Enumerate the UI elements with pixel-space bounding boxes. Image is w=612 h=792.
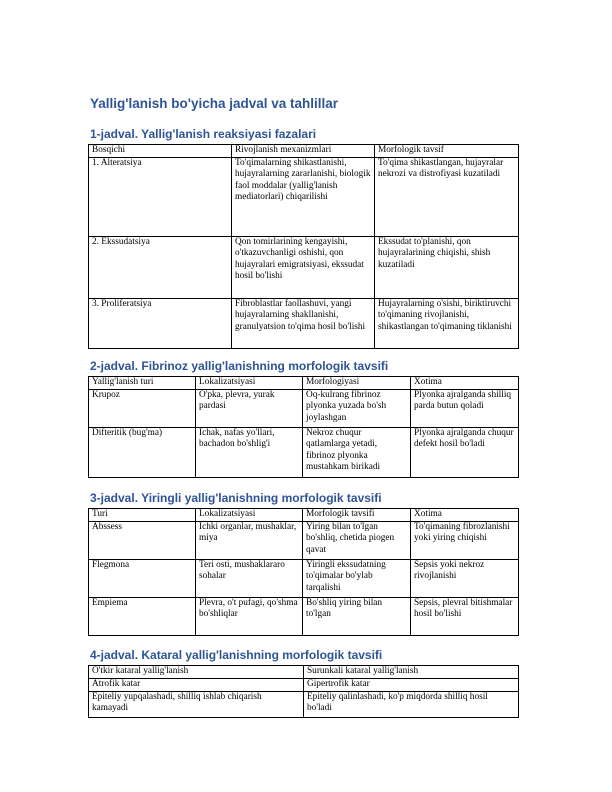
table3 [88,508,519,636]
table-row [89,428,519,478]
table-row [89,158,519,237]
table4-header-row [89,666,519,679]
table-cell: Plyonka ajralganda shilliq parda butun qoladi [411,390,519,428]
table-cell: To'qimaning fibrozlanishi yoki yiring chiqishi [411,522,519,560]
table-cell: To'qimalarning shikastlanishi, hujayralarning zararlanishi, biologik faol moddalar (yallig'lanish mediatorlari) chiqarilishi [232,158,375,237]
table-cell: Qon tomirlarining kengayishi, o'tkazuvchanligi oshishi, qon hujayralari emigratsiyasi, ekssudat hosil bo'lishi [232,237,375,299]
table-row [89,299,519,349]
table-cell: Ichak, nafas yo'llari, bachadon bo'shlig'i [196,428,303,478]
table-cell: Yiring bilan to'lgan bo'shliq, chetida piogen qavat [303,522,411,560]
table-cell: Empiema [89,598,196,636]
table-row [89,522,519,560]
table-row [89,679,519,692]
table-cell: Epiteliy yupqalashadi, shilliq ishlab chiqarish kamayadi [89,692,304,718]
table-cell: Ichki organlar, mushaklar, miya [196,522,303,560]
table1-caption: 1-jadval. Yallig'lanish reaksiyasi fazalari [90,127,317,141]
table-cell: Gipertrofik katar [304,679,519,692]
table-cell: Oq-kulrang fibrinoz plyonka yuzada bo'sh joylashgan [303,390,411,428]
table-cell: To'qima shikastlangan, hujayralar nekrozi va distrofiyasi kuzatiladi [375,158,519,237]
table2 [88,376,519,478]
table2-header-cell: Yallig'lanish turi [89,377,196,390]
table-row [89,598,519,636]
table-cell: Bo'shliq yiring bilan to'lgan [303,598,411,636]
table-cell: Ekssudat to'planishi, qon hujayralarining chiqishi, shish kuzatiladi [375,237,519,299]
table1-header-cell: Rivojlanish mexanizmlari [232,145,375,158]
table4-header-cell: O'tkir kataral yallig'lanish [89,666,304,679]
table1-header-cell: Bosqichi [89,145,232,158]
table3-header-cell: Morfologik tavsifi [303,509,411,522]
table-cell: Yiringli ekssudatning to'qimalar bo'ylab tarqalishi [303,560,411,598]
table-row [89,237,519,299]
document-title: Yallig'lanish bo'yicha jadval va tahlillar [90,96,339,111]
table-cell: Krupoz [89,390,196,428]
table-cell: Teri osti, mushaklararo sohalar [196,560,303,598]
table-cell: Flegmona [89,560,196,598]
table-cell: 2. Ekssudatsiya [89,237,232,299]
table1-header-row [89,145,519,158]
table-cell: Difteritik (bug'ma) [89,428,196,478]
table3-caption: 3-jadval. Yiringli yallig'lanishning morfologik tavsifi [90,491,382,505]
table-row [89,390,519,428]
table4-header-cell: Surunkali kataral yallig'lanish [304,666,519,679]
table-cell: Hujayralarning o'sishi, biriktiruvchi to'qimaning rivojlanishi, shikastlangan to'qimaning tiklanishi [375,299,519,349]
table-cell: O'pka, plevra, yurak pardasi [196,390,303,428]
table-cell: Sepsis yoki nekroz rivojlanishi [411,560,519,598]
table3-header-cell: Turi [89,509,196,522]
table-cell: 3. Proliferatsiya [89,299,232,349]
table3-header-cell: Xotima [411,509,519,522]
table-cell: Abssess [89,522,196,560]
table-cell: Nekroz chuqur qatlamlarga yetadi, fibrinoz plyonka mustahkam birikadi [303,428,411,478]
table3-header-row [89,509,519,522]
table-cell: Plevra, o't pufagi, qo'shma bo'shliqlar [196,598,303,636]
table-cell: Sepsis, plevral bitishmalar hosil bo'lishi [411,598,519,636]
table2-header-row [89,377,519,390]
table1 [88,144,519,349]
table-cell: Atrofik katar [89,679,304,692]
table-cell: Epiteliy qalinlashadi, ko'p miqdorda shilliq hosil bo'ladi [304,692,519,718]
table2-header-cell: Morfologiyasi [303,377,411,390]
table-row [89,692,519,718]
table4 [88,665,519,718]
table-cell: 1. Alteratsiya [89,158,232,237]
table2-header-cell: Xotima [411,377,519,390]
table2-header-cell: Lokalizatsiyasi [196,377,303,390]
table4-caption: 4-jadval. Kataral yallig'lanishning morfologik tavsifi [90,648,383,662]
table-cell: Plyonka ajralganda chuqur defekt hosil bo'ladi [411,428,519,478]
table2-caption: 2-jadval. Fibrinoz yallig'lanishning morfologik tavsifi [90,359,389,373]
table1-header-cell: Morfologik tavsif [375,145,519,158]
table-cell: Fibroblastlar faollashuvi, yangi hujayralarning shakllanishi, granulyatsion to'qima hosil bo'lishi [232,299,375,349]
table3-header-cell: Lokalizatsiyasi [196,509,303,522]
table-row [89,560,519,598]
